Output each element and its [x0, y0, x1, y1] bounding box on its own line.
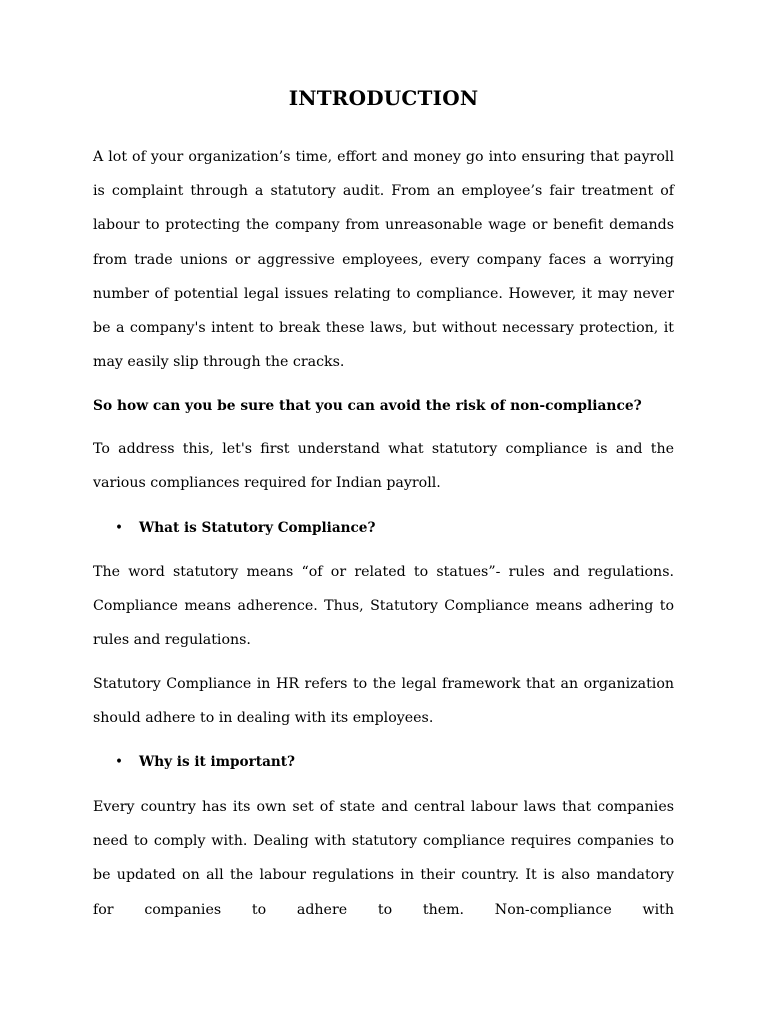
importance-paragraph: Every country has its own set of state and central labour laws that companies need to comply with. Dealing with statutory compliance requires companies to be updated on all the labour regulations in their country. It is also mandatory for companies to adhere to them. Non-compliance with — [93, 799, 674, 918]
question-heading: So how can you be sure that you can avoid the risk of non-compliance? — [93, 398, 642, 414]
bullet-label: Why is it important? — [139, 754, 296, 770]
bullet-label: What is Statutory Compliance? — [139, 520, 376, 536]
hr-paragraph: Statutory Compliance in HR refers to the legal framework that an organization should adhere to in dealing with its employees. — [93, 676, 674, 727]
address-paragraph: To address this, let's first understand what statutory compliance is and the various compliances required for Indian payroll. — [93, 441, 674, 492]
intro-paragraph: A lot of your organization’s time, effort and money go into ensuring that payroll is complaint through a statutory audit. From an employee’s fair treatment of labour to protecting the company from unreasonable wage or benefit demands from trade unions or aggressive employees, every company faces a worrying number of potential legal issues relating to compliance. However, it may never be a company's intent to break these laws, but without necessary protection, it may easily slip through the cracks. — [93, 149, 674, 371]
bullet-dot: • — [115, 754, 124, 770]
bullet-what-is-compliance — [115, 518, 375, 538]
page-title: INTRODUCTION — [288, 86, 479, 110]
definition-paragraph: The word statutory means “of or related to statues”- rules and regulations. Compliance means adherence. Thus, Statutory Compliance means adhering to rules and regulations. — [93, 564, 674, 649]
bullet-why-important — [115, 752, 295, 772]
bullet-dot: • — [115, 520, 124, 536]
